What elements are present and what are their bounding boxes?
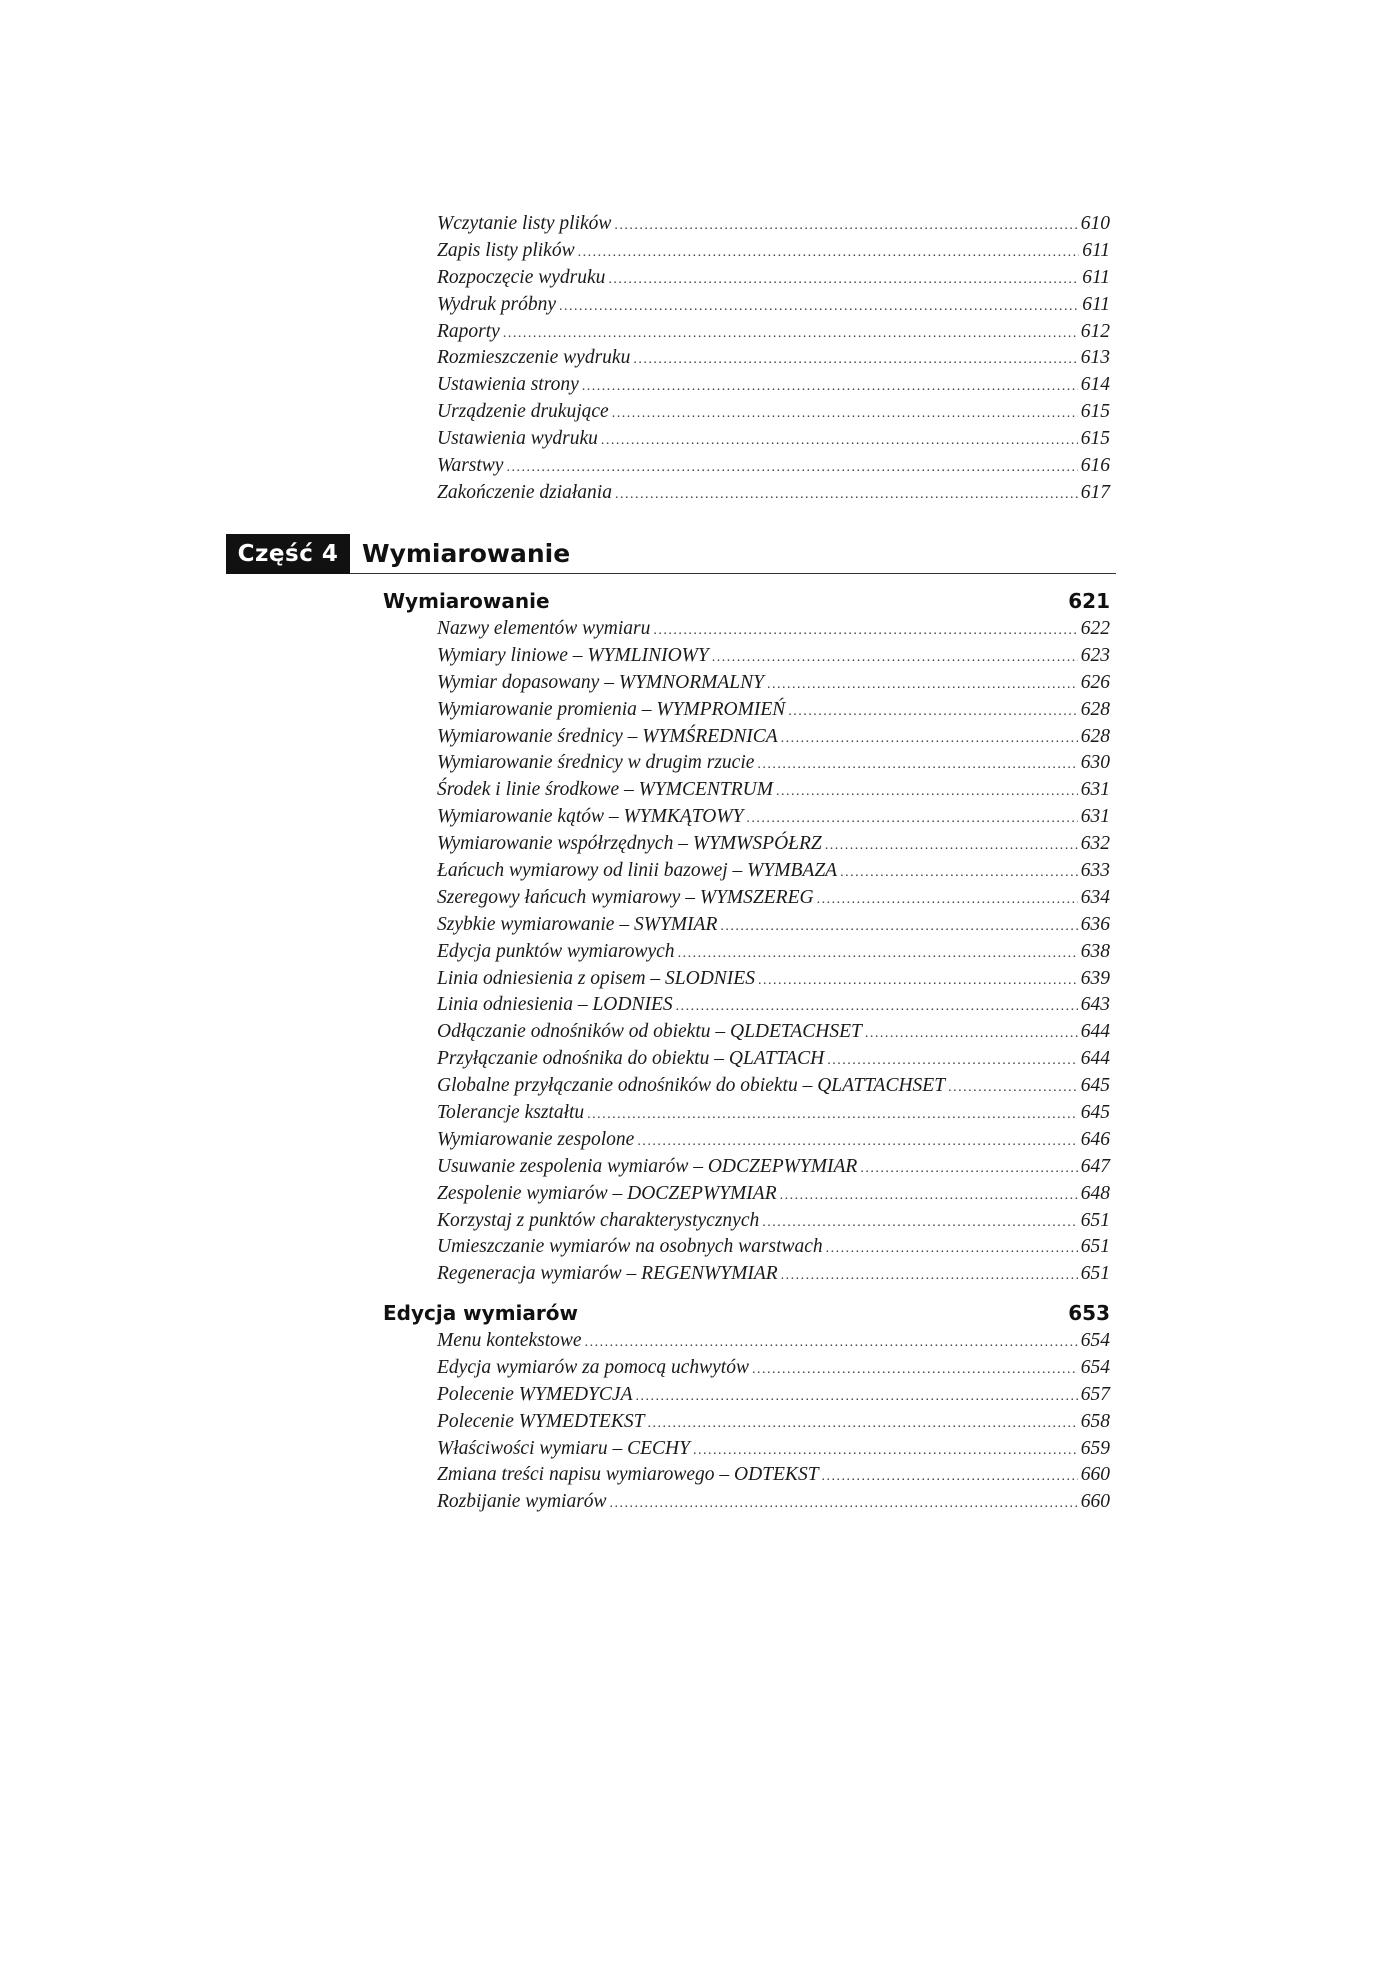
dot-leader [578, 240, 1080, 267]
toc-entry-title: Linia odniesienia z opisem – SLODNIES [437, 967, 755, 989]
toc-entry-title: Wymiar dopasowany – WYMNORMALNY [437, 671, 765, 693]
dot-leader [752, 1357, 1078, 1384]
dot-leader [865, 1021, 1078, 1048]
dot-leader [637, 1129, 1077, 1156]
dot-leader [615, 482, 1078, 509]
toc-entry [437, 1073, 1110, 1100]
toc-entry-page: 623 [1080, 644, 1110, 666]
toc-entry [437, 724, 1110, 751]
toc-entry-page: 617 [1080, 481, 1110, 503]
toc-entry [437, 265, 1110, 292]
toc-entry-title: Zespolenie wymiarów – DOCZEPWYMIAR [437, 1182, 777, 1204]
toc-entry [437, 211, 1110, 238]
toc-entry-list [437, 1328, 1110, 1516]
toc-entry [437, 426, 1110, 453]
toc-entry-title: Usuwanie zespolenia wymiarów – ODCZEPWYMIAR [437, 1155, 858, 1177]
toc-entry-title: Korzystaj z punktów charakterystycznych [437, 1209, 760, 1231]
toc-entry-page: 654 [1080, 1330, 1110, 1351]
toc-entry-title: Wymiarowanie średnicy w drugim rzucie [437, 752, 755, 774]
dot-leader [633, 347, 1077, 374]
toc-entry [437, 616, 1110, 643]
toc-entry [437, 319, 1110, 346]
chapter-page: 653 [1068, 1301, 1110, 1325]
dot-leader [948, 1075, 1078, 1102]
toc-entry-title: Menu kontekstowe [437, 1330, 582, 1351]
toc-entry-title: Ustawienia strony [437, 374, 579, 396]
toc-entry-page: 615 [1080, 401, 1110, 423]
part-title: Wymiarowanie [362, 539, 571, 568]
toc-entry [437, 1436, 1110, 1463]
toc-entry-page: 651 [1080, 1236, 1110, 1258]
toc-entry-list [437, 211, 1110, 507]
dot-leader [827, 1048, 1077, 1075]
toc-entry [437, 480, 1110, 507]
toc-entry-title: Wymiary liniowe – WYMLINIOWY [437, 644, 709, 666]
toc-entry-page: 630 [1080, 752, 1110, 774]
toc-entry-page: 633 [1080, 860, 1110, 882]
toc-entry-title: Wymiarowanie zespolone [437, 1128, 635, 1150]
toc-entry-page: 611 [1082, 239, 1110, 261]
toc-entry-page: 613 [1080, 347, 1110, 369]
dot-leader [503, 321, 1078, 348]
toc-entry-title: Polecenie WYMEDYCJA [437, 1383, 633, 1405]
toc-entry [437, 238, 1110, 265]
toc-entry [437, 1234, 1110, 1261]
dot-leader [506, 455, 1077, 482]
part-header [226, 534, 1116, 574]
toc-entry [437, 912, 1110, 939]
dot-leader [647, 1411, 1077, 1438]
toc-entry-page: 628 [1080, 698, 1110, 720]
toc-entry-title: Zmiana treści napisu wymiarowego – ODTEKST [437, 1464, 819, 1486]
toc-entry [437, 831, 1110, 858]
dot-leader [614, 213, 1077, 240]
toc-entry [437, 1127, 1110, 1154]
toc-entry-title: Tolerancje kształtu [437, 1102, 585, 1124]
toc-entry-page: 616 [1080, 455, 1110, 477]
toc-entry-page: 628 [1080, 725, 1110, 747]
dot-leader [757, 752, 1077, 779]
dot-leader [610, 1491, 1078, 1518]
chapter-heading [383, 1298, 1110, 1328]
toc-entry-page: 622 [1080, 618, 1110, 639]
toc-entry-title: Szybkie wymiarowanie – SWYMIAR [437, 913, 718, 935]
dot-leader [582, 374, 1078, 401]
toc-entry [437, 372, 1110, 399]
dot-leader [840, 860, 1078, 887]
dot-leader [746, 806, 1077, 833]
toc-entry [437, 1489, 1110, 1516]
toc-entry-page: 645 [1080, 1075, 1110, 1097]
dot-leader [788, 699, 1077, 726]
dot-leader [653, 618, 1077, 645]
dot-leader [825, 833, 1078, 860]
toc-entry-page: 643 [1080, 994, 1110, 1016]
toc-entry-title: Raporty [437, 320, 500, 342]
dot-leader [612, 401, 1078, 428]
dot-leader [676, 994, 1078, 1021]
toc-entry [437, 885, 1110, 912]
toc-entry-page: 611 [1082, 266, 1110, 288]
dot-leader [817, 887, 1078, 914]
toc-entry [437, 697, 1110, 724]
toc-entry-page: 626 [1080, 671, 1110, 693]
toc-entry-title: Rozbijanie wymiarów [437, 1491, 607, 1513]
toc-entry-title: Linia odniesienia – LODNIES [437, 994, 673, 1016]
toc-entry [437, 1046, 1110, 1073]
toc-entry-page: 654 [1080, 1356, 1110, 1378]
toc-entry [437, 1382, 1110, 1409]
chapter-page: 621 [1068, 589, 1110, 613]
toc-entry [437, 1355, 1110, 1382]
toc-entry-title: Właściwości wymiaru – CECHY [437, 1437, 690, 1459]
toc-entry [437, 1019, 1110, 1046]
toc-entry-page: 658 [1080, 1410, 1110, 1432]
toc-entry [437, 966, 1110, 993]
dot-leader [601, 428, 1078, 455]
toc-entry [437, 1181, 1110, 1208]
toc-entry-title: Wczytanie listy plików [437, 213, 612, 234]
toc-entry-page: 610 [1080, 213, 1110, 234]
toc-entry-page: 612 [1080, 320, 1110, 342]
toc-entry [437, 1208, 1110, 1235]
toc-entry [437, 750, 1110, 777]
toc-entry-title: Zakończenie działania [437, 481, 612, 503]
dot-leader [678, 941, 1078, 968]
toc-entry-page: 647 [1080, 1155, 1110, 1177]
toc-entry [437, 1462, 1110, 1489]
dot-leader [693, 1438, 1078, 1465]
dot-leader [587, 1102, 1078, 1129]
part-divider [350, 573, 1116, 574]
toc-entry-page: 646 [1080, 1128, 1110, 1150]
toc-entry [437, 292, 1110, 319]
toc-entry-title: Edycja wymiarów za pomocą uchwytów [437, 1356, 749, 1378]
toc-entry-title: Łańcuch wymiarowy od linii bazowej – WYMBAZA [437, 860, 838, 882]
toc-entry-title: Nazwy elementów wymiaru [437, 618, 651, 639]
toc-entry-page: 631 [1080, 779, 1110, 801]
part-label: Część 4 [226, 534, 350, 574]
toc-entry [437, 345, 1110, 372]
toc-entry-page: 634 [1080, 886, 1110, 908]
toc-entry [437, 1154, 1110, 1181]
toc-entry-title: Rozpoczęcie wydruku [437, 266, 606, 288]
dot-leader [781, 726, 1078, 753]
toc-entry [437, 858, 1110, 885]
dot-leader [608, 267, 1079, 294]
toc-entry-page: 639 [1080, 967, 1110, 989]
toc-entry [437, 992, 1110, 1019]
toc-entry [437, 1328, 1110, 1355]
toc-entry-title: Wydruk próbny [437, 293, 556, 315]
toc-entry-page: 660 [1080, 1491, 1110, 1513]
toc-entry [437, 399, 1110, 426]
toc-entry-page: 644 [1080, 1048, 1110, 1070]
toc-entry-title: Edycja punktów wymiarowych [437, 940, 675, 962]
toc-entry-page: 645 [1080, 1102, 1110, 1124]
toc-entry-title: Wymiarowanie kątów – WYMKĄTOWY [437, 806, 744, 828]
dot-leader [767, 672, 1078, 699]
toc-entry-title: Polecenie WYMEDTEKST [437, 1410, 645, 1432]
chapter-heading [383, 586, 1110, 616]
toc-entry-page: 614 [1080, 374, 1110, 396]
toc-entry-title: Środek i linie środkowe – WYMCENTRUM [437, 779, 773, 801]
toc-entry-page: 657 [1080, 1383, 1110, 1405]
dot-leader [712, 645, 1078, 672]
toc-entry-page: 648 [1080, 1182, 1110, 1204]
toc-entry-title: Odłączanie odnośników od obiektu – QLDETACHSET [437, 1021, 862, 1043]
toc-entry-page: 659 [1080, 1437, 1110, 1459]
toc-entry [437, 670, 1110, 697]
toc-entry [437, 1100, 1110, 1127]
toc-entry [437, 1409, 1110, 1436]
toc-entry [437, 1261, 1110, 1288]
toc-entry-page: 638 [1080, 940, 1110, 962]
toc-entry [437, 643, 1110, 670]
toc-entry-list [437, 616, 1110, 1288]
toc-entry-page: 631 [1080, 806, 1110, 828]
dot-leader [822, 1464, 1078, 1491]
dot-leader [636, 1384, 1078, 1411]
toc-entry-title: Wymiarowanie współrzędnych – WYMWSPÓŁRZ [437, 833, 822, 855]
toc-entry-title: Przyłączanie odnośnika do obiektu – QLATTACH [437, 1048, 825, 1070]
dot-leader [860, 1156, 1077, 1183]
toc-entry [437, 804, 1110, 831]
dot-leader [762, 1210, 1078, 1237]
dot-leader [758, 968, 1078, 995]
toc-entry-title: Rozmieszczenie wydruku [437, 347, 631, 369]
dot-leader [826, 1236, 1078, 1263]
toc-entry [437, 777, 1110, 804]
toc-entry [437, 939, 1110, 966]
dot-leader [585, 1330, 1078, 1357]
dot-leader [720, 914, 1077, 941]
dot-leader [559, 294, 1079, 321]
toc-entry-page: 636 [1080, 913, 1110, 935]
chapter-title: Wymiarowanie [383, 589, 550, 613]
toc-entry-title: Globalne przyłączanie odnośników do obiektu – QLATTACHSET [437, 1075, 946, 1097]
toc-entry-title: Wymiarowanie średnicy – WYMŚREDNICA [437, 725, 778, 747]
dot-leader [776, 779, 1078, 806]
toc-entry-title: Regeneracja wymiarów – REGENWYMIAR [437, 1263, 778, 1285]
toc-entry-page: 660 [1080, 1464, 1110, 1486]
chapter-title: Edycja wymiarów [383, 1301, 578, 1325]
toc-entry [437, 453, 1110, 480]
toc-entry-page: 632 [1080, 833, 1110, 855]
dot-leader [781, 1263, 1078, 1290]
toc-entry-page: 615 [1080, 428, 1110, 450]
toc-entry-page: 651 [1080, 1263, 1110, 1285]
toc-entry-title: Ustawienia wydruku [437, 428, 598, 450]
toc-entry-page: 611 [1082, 293, 1110, 315]
toc-entry-title: Umieszczanie wymiarów na osobnych warstwach [437, 1236, 823, 1258]
toc-entry-page: 651 [1080, 1209, 1110, 1231]
toc-entry-page: 644 [1080, 1021, 1110, 1043]
toc-entry-title: Urządzenie drukujące [437, 401, 609, 423]
toc-entry-title: Szeregowy łańcuch wymiarowy – WYMSZEREG [437, 886, 814, 908]
toc-entry-title: Zapis listy plików [437, 239, 575, 261]
toc-entry-title: Warstwy [437, 455, 504, 477]
dot-leader [780, 1183, 1078, 1210]
toc-entry-title: Wymiarowanie promienia – WYMPROMIEŃ [437, 698, 786, 720]
